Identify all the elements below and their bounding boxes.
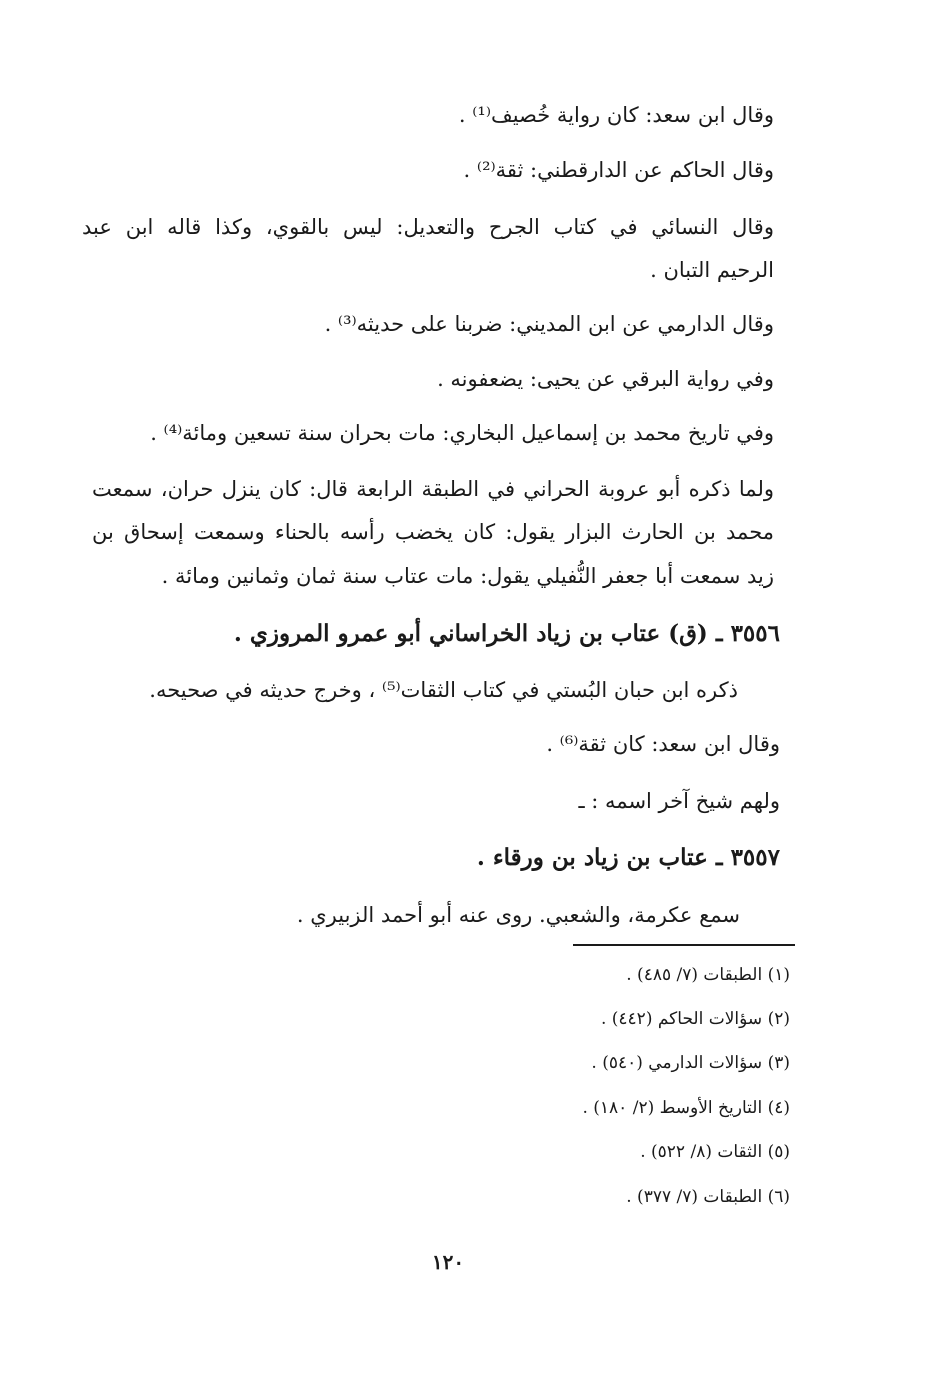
footnote-1: (١) الطبقات (٧/ ٤٨٥) . — [626, 965, 790, 985]
text-line-14: سمع عكرمة، والشعبي. روى عنه أبو أحمد الزبيري . — [296, 903, 740, 927]
footnote-2: (٢) سؤالات الحاكم (٤٤٢) . — [600, 1009, 790, 1029]
entry-heading-3556: ٣٥٥٦ ـ (ق) عتاب بن زياد الخراساني أبو عمرو المروزي . — [233, 620, 780, 647]
text-line-1: وقال ابن سعد: كان رواية خُصيف⁽¹⁾ . — [458, 103, 774, 127]
footnote-3: (٣) سؤالات الدارمي (٥٤٠) . — [591, 1053, 790, 1073]
footnote-6: (٦) الطبقات (٧/ ٣٧٧) . — [626, 1187, 790, 1207]
text-line-4: الرحيم التبان . — [650, 258, 774, 282]
footnote-5: (٥) الثقات (٨/ ٥٢٢) . — [640, 1142, 790, 1162]
text-line-10: زيد سمعت أبا جعفر النُّفيلي يقول: مات عتاب سنة ثمان وثمانين ومائة . — [161, 564, 774, 588]
text-line-6: وفي رواية البرقي عن يحيى: يضعفونه . — [437, 367, 774, 391]
footnote-4: (٤) التاريخ الأوسط (٢/ ١٨٠) . — [582, 1098, 790, 1118]
text-line-11: ذكره ابن حبان البُستي في كتاب الثقات⁽⁵⁾ ، وخرج حديثه في صحيحه. — [149, 678, 738, 702]
footnote-separator — [573, 944, 795, 946]
text-line-13: ولهم شيخ آخر اسمه : ـ — [578, 789, 780, 813]
text-line-12: وقال ابن سعد: كان ثقة⁽⁶⁾ . — [546, 732, 780, 756]
text-line-3: وقال النسائي في كتاب الجرح والتعديل: ليس بالقوي، وكذا قاله ابن عبد — [82, 215, 774, 239]
text-line-8: ولما ذكره أبو عروبة الحراني في الطبقة الرابعة قال: كان ينزل حران، سمعت — [92, 477, 774, 501]
entry-heading-3557: ٣٥٥٧ ـ عتاب بن زياد بن ورقاء . — [476, 844, 780, 871]
text-line-2: وقال الحاكم عن الدارقطني: ثقة⁽²⁾ . — [463, 158, 774, 182]
page-number: ١٢٠ — [431, 1250, 465, 1274]
text-line-5: وقال الدارمي عن ابن المديني: ضربنا على حديثه⁽³⁾ . — [324, 312, 774, 336]
text-line-9: محمد بن الحارث البزار يقول: كان يخضب رأسه بالحناء وسمعت إسحاق بن — [92, 520, 774, 544]
text-line-7: وفي تاريخ محمد بن إسماعيل البخاري: مات بحران سنة تسعين ومائة⁽⁴⁾ . — [150, 421, 774, 445]
